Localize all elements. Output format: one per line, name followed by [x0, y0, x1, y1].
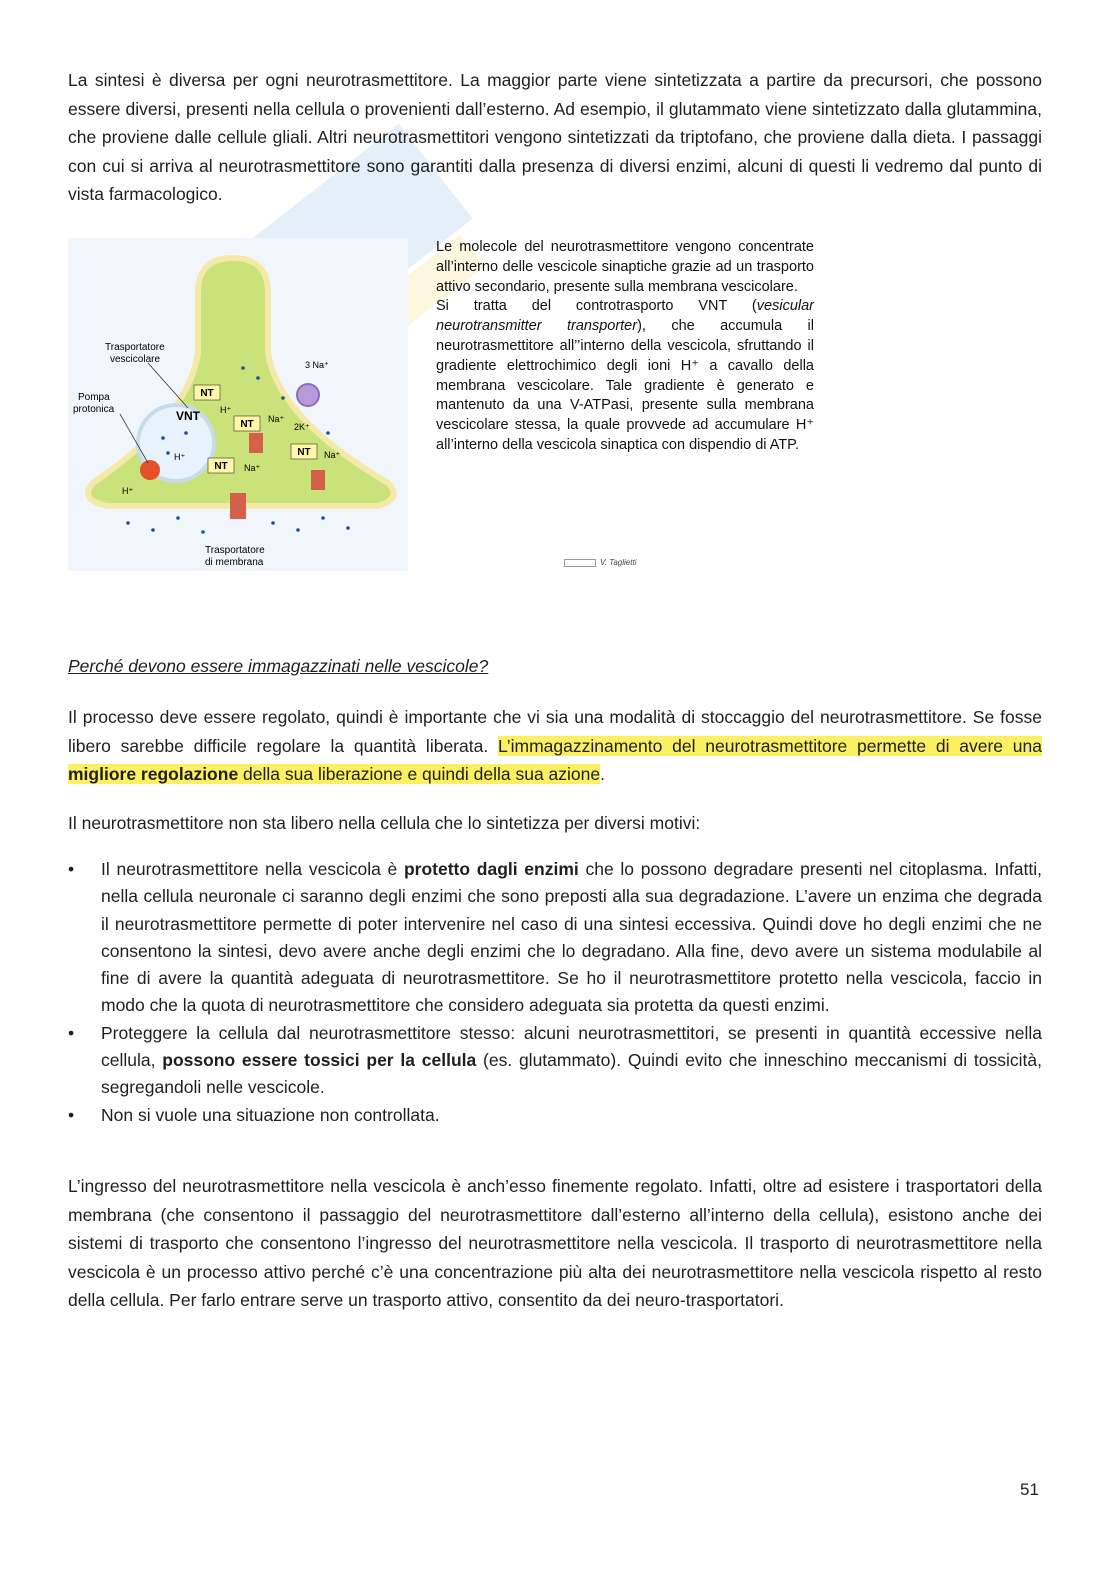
two-k-label: 2K⁺ [294, 422, 310, 432]
highlight-part2: della sua liberazione e quindi della sua azione [238, 764, 601, 784]
figure-credit [564, 558, 636, 567]
figure-side-text [436, 238, 814, 456]
transporter-channel-2 [311, 470, 325, 490]
proton-pump [140, 460, 160, 480]
reasons-intro: Il neurotrasmettitore non sta libero nella cellula che lo sintetizza per diversi motivi: [68, 813, 701, 833]
synapse-figure [68, 238, 408, 571]
membrane-transporter-label-line1: Trasportatore [205, 545, 265, 556]
pump-label-line2: protonica [73, 404, 115, 415]
bullet-dot: • [68, 1104, 75, 1125]
h-label-1: H⁺ [220, 405, 232, 415]
vesicular-transporter-label-line1: Trasportatore [105, 342, 165, 353]
h-label-3: H⁺ [122, 486, 134, 496]
item2-text-b: (es. glutammato). Quindi evito che inneschino meccanismi di tossicità, segregandoli nelle vescicole. [101, 1050, 1042, 1098]
storage-text: Il processo deve essere regolato, quindi è importante che vi sia una modalità di stoccaggio del neurotrasmettitore. Se fosse libero sarebbe difficile regolare la quantità liberata. [68, 707, 1042, 756]
nt-label-3: NT [214, 461, 228, 472]
item2-bold: possono essere tossici per la cellula [162, 1050, 477, 1071]
storage-end: . [600, 764, 605, 784]
vnt-label: VNT [176, 409, 200, 423]
section-heading: Perché devono essere immagazzinati nelle vescicole? [68, 656, 489, 676]
membrane-transporter [230, 493, 246, 519]
transport-paragraph: L’ingresso del neurotrasmettitore nella vescicola è anch’esso finemente regolato. Infatti, oltre ad esistere i trasportatori della membrana (che consentono il passaggio del neurotrasmettitore dall’esterno all’interno della cellula), esistono anche dei sistemi di trasporto che consentono l’ingresso del neurotrasmettitore nella vescicola. Il trasporto di neurotrasmettitore nella vescicola è un processo attivo perché c’è una concentrazione più alta dei neurotrasmettitore nella vescicola rispetto al resto della cellula. Per farlo entrare serve un trasporto attivo, consentito da dei neuro-trasportatori. [68, 1176, 1042, 1311]
reasons-list [68, 856, 1042, 1129]
nt-label-1: NT [200, 388, 214, 399]
bullet-dot: • [68, 859, 75, 879]
nt-label-4: NT [297, 447, 311, 458]
item3-text: Non si vuole una situazione non controllata. [101, 1104, 440, 1125]
list-item [68, 856, 1042, 1020]
page-number: 51 [1020, 1480, 1039, 1499]
bullet-dot: • [68, 1022, 75, 1043]
na-label-2: Na⁺ [244, 463, 261, 473]
h-label-2: H⁺ [174, 452, 186, 462]
transporter-channel-1 [249, 433, 263, 453]
three-na-label: 3 Na⁺ [305, 360, 329, 370]
na-label-1: Na⁺ [268, 414, 285, 424]
storage-paragraph [68, 703, 1042, 789]
highlight-part1: L’immagazzinamento del neurotrasmettitore permette di avere una [497, 735, 1042, 756]
pump-label-line1: Pompa [78, 392, 110, 403]
side-text-part2a: Si tratta del controtrasporto VNT ( [436, 298, 757, 315]
credit-box [564, 559, 596, 567]
item1-bold: protetto dagli enzimi [403, 859, 579, 879]
highlight-bold: migliore regolazione [68, 764, 239, 784]
side-text-part2b: ), che accumula il neurotrasmettitore all’’interno della vescicola, sfruttando il gradiente elettrochimico degli ioni H⁺ a cavallo della membrana vescicolare. Tale gradiente è generato e mantenuto da una V-ATPasi, presente sulla membrana vescicolare stessa, la quale provvede ad accumulare H⁺ all’interno della vescicola sinaptica con dispendio di ATP. [436, 318, 814, 453]
synapse-diagram [68, 238, 408, 571]
item1-text-a: Il neurotrasmettitore nella vescicola è [101, 859, 404, 879]
na-k-atpase [297, 384, 319, 406]
list-item [68, 1020, 1042, 1102]
list-item [68, 1102, 1042, 1129]
item2-text-a: Proteggere la cellula dal neurotrasmettitore stesso: alcuni neurotrasmettitori, se presenti in quantità eccessive nella cellula, [101, 1022, 1042, 1071]
intro-paragraph: La sintesi è diversa per ogni neurotrasmettitore. La maggior parte viene sintetizzata a partire da precursori, che possono essere diversi, presenti nella cellula o provenienti dall’esterno. Ad esempio, il glutammato viene sintetizzato dalla glutammina, che proviene dalle cellule gliali. Altri neurotrasmettitori vengono sintetizzati da triptofano, che proviene dalla dieta. I passaggi con cui si arriva al neurotrasmettitore sono garantiti dalla presenza di diversi enzimi, alcuni di questi li vedremo dal punto di vista farmacologico. [68, 70, 1042, 204]
nt-label-2: NT [240, 419, 254, 430]
membrane-transporter-label-line2: di membrana [205, 557, 264, 568]
side-text-italic: vesicular neurotransmitter transporter [436, 298, 814, 335]
na-label-3: Na⁺ [324, 450, 341, 460]
credit-text: V. Taglietti [600, 558, 637, 567]
presynaptic-terminal [88, 258, 394, 506]
side-text-part1: Le molecole del neurotrasmettitore vengono concentrate all’interno delle vescicole sinaptiche grazie ad un trasporto attivo secondario, presente sulla membrana vescicolare. [436, 239, 814, 295]
item1-text-b: che lo possono degradare presenti nel citoplasma. Infatti, nella cellula neuronale ci saranno degli enzimi che sono preposti alla sua degradazione. L’avere un enzima che degrada il neurotrasmettitore permette di poter intervenire nel caso di una sintesi eccessiva. Quindi dove ho degli enzimi che ne consentono la sintesi, devo avere anche degli enzimi che lo degradano. Alla fine, devo avere un sistema modulabile al fine di avere la quantità adeguata di neurotrasmettitore. Se ho il neurotrasmettitore protetto nella vescicola, faccio in modo che la quota di neurotrasmettitore che considero adeguata sia protetta da questi enzimi. [101, 859, 1042, 1016]
vesicular-transporter-label-line2: vescicolare [110, 354, 161, 365]
